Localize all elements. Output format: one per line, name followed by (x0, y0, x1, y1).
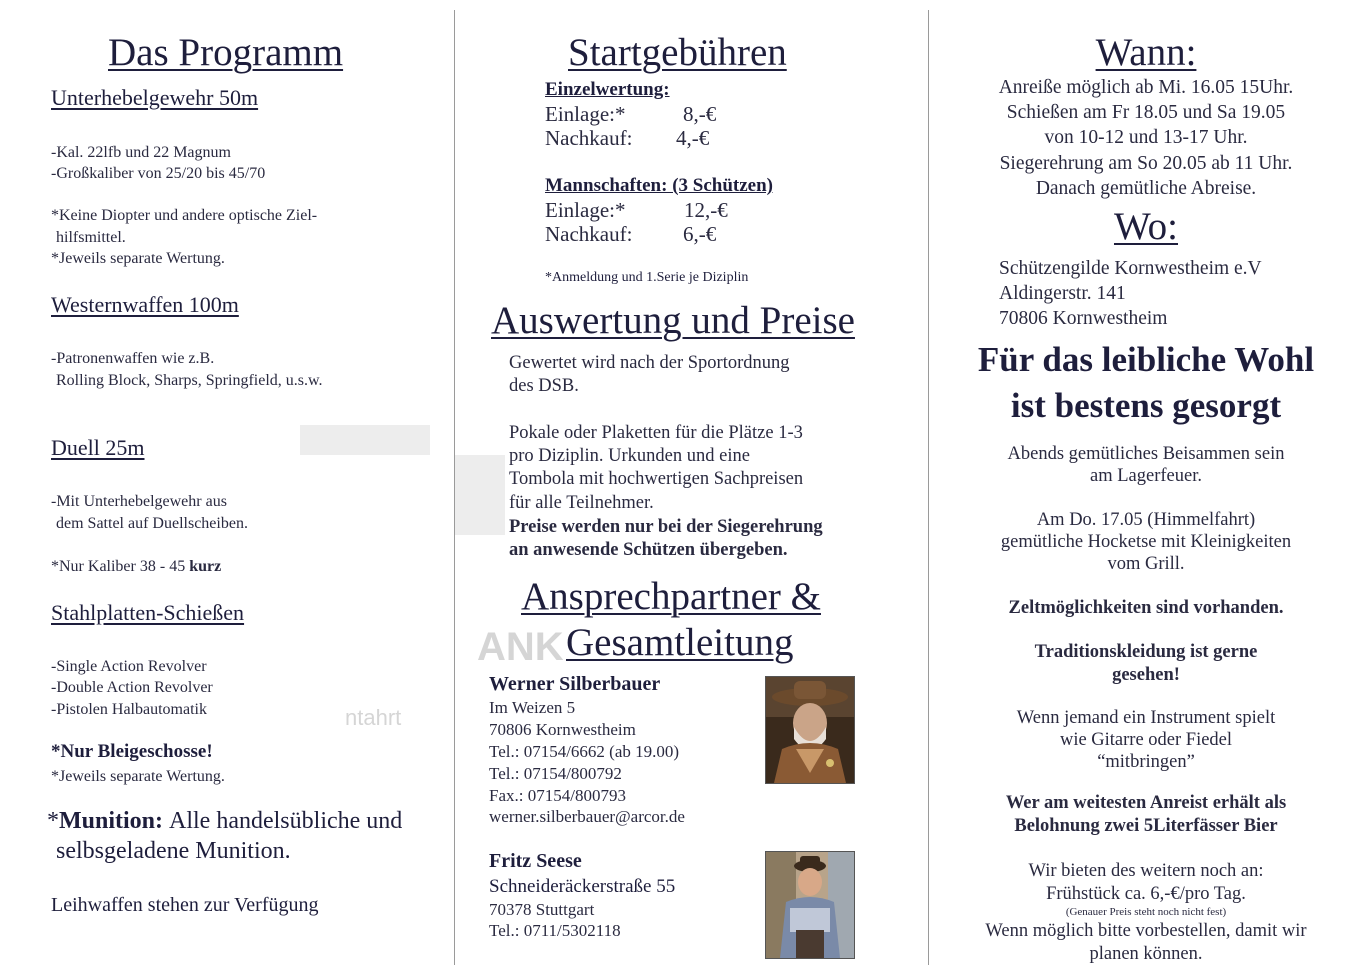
text-line: selbsgeladene Munition. (56, 838, 291, 864)
fee-value: 4,-€ (676, 126, 710, 150)
text-line: *Nur Kaliber 38 - 45 (51, 558, 190, 575)
text-line: dem Sattel auf Duellscheiben. (56, 515, 248, 532)
when-title: Wann: (1095, 31, 1197, 74)
ammunition-note (47, 808, 402, 835)
text-line: -Großkaliber von 25/20 bis 45/70 (51, 165, 266, 182)
text-line: -Mit Unterhebelgewehr aus (51, 493, 227, 510)
contact-title-line2: Gesamtleitung (566, 621, 794, 664)
text-line: “mitbringen” (1097, 752, 1195, 772)
text-line: Pokale oder Plaketten für die Plätze 1-3 (509, 423, 803, 443)
phone-number: Tel.: 07154/6662 (ab 19.00) (489, 742, 680, 761)
scoring-title: Auswertung und Preise (491, 299, 855, 342)
team-scoring-title: Mannschaften: (3 Schützen) (545, 175, 773, 196)
text-line: planen können. (1089, 944, 1203, 964)
bleed-through-text: ANK (477, 625, 564, 669)
fee-label: Einlage:* (545, 198, 626, 222)
price-footnote: (Genauer Preis steht noch nicht fest) (1065, 906, 1227, 918)
text-line: des DSB. (509, 376, 579, 396)
text-line: wie Gitarre oder Fiedel (1059, 730, 1233, 750)
text-line: Danach gemütliche Abreise. (1035, 178, 1257, 199)
text-line: vom Grill. (1107, 554, 1185, 574)
contact-name: Werner Silberbauer (489, 673, 661, 695)
contact-title-line1: Ansprechpartner & (521, 575, 821, 618)
food-title-line2: ist bestens gesorgt (1010, 386, 1282, 425)
section-title-lever-rifle: Unterhebelgewehr 50m (51, 85, 259, 110)
fee-value: 12,-€ (684, 198, 728, 222)
text-line: Rolling Block, Sharps, Springfield, u.s.w. (56, 372, 323, 389)
text-line: * (47, 808, 59, 834)
text-line: Tombola mit hochwertigen Sachpreisen (509, 469, 804, 489)
text-line: von 10-12 und 13-17 Uhr. (1044, 127, 1248, 148)
text-emphasis: kurz (189, 558, 222, 575)
text-line: *Jeweils separate Wertung. (51, 768, 225, 785)
text-line: Wenn möglich bitte vorbestellen, damit wir (985, 921, 1307, 941)
bleed-through-text: ntahrt (345, 705, 402, 730)
fee-value: 8,-€ (683, 102, 717, 126)
program-title: Das Programm (108, 31, 344, 74)
text-emphasis: gesehen! (1112, 665, 1180, 685)
text-emphasis: an anwesende Schützen übergeben. (509, 540, 788, 560)
text-line: 70806 Kornwestheim (489, 720, 636, 739)
text-line: *Jeweils separate Wertung. (51, 250, 225, 267)
text-line: Siegerehrung am So 20.05 ab 11 Uhr. (999, 153, 1293, 174)
text-emphasis: Munition: (59, 808, 170, 834)
text-emphasis: Wer am weitesten Anreist erhält als (1005, 793, 1287, 813)
person-photo-icon (765, 676, 855, 784)
food-title-line1: Für das leibliche Wohl (977, 340, 1315, 379)
text-line: Wenn jemand ein Instrument spielt (1016, 708, 1276, 728)
loan-weapons-note: Leihwaffen stehen zur Verfügung (51, 894, 319, 916)
fax-number: Fax.: 07154/800793 (489, 786, 626, 805)
text-emphasis: Preise werden nur bei der Siegerehrung (509, 517, 823, 537)
text-line: Aldingerstr. 141 (999, 283, 1126, 304)
text-line: Schneideräckerstraße 55 (489, 876, 676, 897)
fee-label: Nachkauf: (545, 222, 633, 246)
text-line: -Single Action Revolver (51, 658, 207, 675)
where-title: Wo: (1113, 205, 1179, 248)
fees-footnote: *Anmeldung und 1.Serie je Diziplin (545, 270, 749, 285)
text-line: -Pistolen Halbautomatik (51, 701, 207, 718)
text-emphasis: Zeltmöglichkeiten sind vorhanden. (1008, 598, 1284, 618)
fee-value: 6,-€ (683, 222, 717, 246)
text-line: Abends gemütliches Beisammen sein (1007, 444, 1285, 464)
text-line: hilfsmittel. (56, 229, 126, 246)
text-line: -Double Action Revolver (51, 679, 213, 696)
text-line: Gewertet wird nach der Sportordnung (509, 353, 790, 373)
bleed-through-box (300, 425, 430, 455)
single-scoring-title: Einzelwertung: (545, 79, 670, 100)
text-emphasis: Belohnung zwei 5Literfässer Bier (1014, 816, 1278, 836)
phone-number: Tel.: 0711/5302118 (489, 921, 621, 940)
section-title-duel: Duell 25m (51, 435, 145, 460)
text-line: für alle Teilnehmer. (509, 493, 654, 513)
bleed-through-box (455, 455, 505, 535)
fee-label: Einlage:* (545, 102, 626, 126)
text-line: Frühstück ca. 6,-€/pro Tag. (1046, 884, 1246, 904)
contact-name: Fritz Seese (489, 850, 582, 872)
text-line: gemütliche Hocketse mit Kleinigkeiten (1000, 532, 1292, 552)
lead-bullets-note: *Nur Bleigeschosse! (51, 741, 213, 762)
email-address: werner.silberbauer@arcor.de (489, 807, 685, 826)
phone-number: Tel.: 07154/800792 (489, 764, 622, 783)
text-line: Schützengilde Kornwestheim e.V (999, 258, 1262, 279)
text-line: Schießen am Fr 18.05 und Sa 19.05 (1006, 102, 1286, 123)
text-line: Alle handelsübliche und (169, 808, 403, 834)
column-program (0, 0, 453, 974)
text-line: Am Do. 17.05 (Himmelfahrt) (1036, 510, 1256, 530)
text-line: 70806 Kornwestheim (999, 308, 1168, 329)
text-emphasis: Traditionskleidung ist gerne (1034, 642, 1258, 662)
text-line: -Patronenwaffen wie z.B. (51, 350, 215, 367)
fee-label: Nachkauf: (545, 126, 633, 150)
text-line: Wir bieten des weitern noch an: (1028, 861, 1264, 881)
text-line: -Kal. 22lfb und 22 Magnum (51, 144, 231, 161)
text-line: pro Diziplin. Urkunden und eine (509, 446, 750, 466)
text-line: Im Weizen 5 (489, 698, 576, 717)
fees-title: Startgebühren (568, 31, 787, 74)
column-fees (455, 0, 927, 974)
text-line: Anreiße möglich ab Mi. 16.05 15Uhr. (998, 77, 1294, 98)
text-line: *Keine Diopter und andere optische Ziel- (51, 207, 318, 224)
section-title-western: Westernwaffen 100m (51, 292, 239, 317)
text-line: am Lagerfeuer. (1090, 466, 1202, 486)
caliber-note (51, 556, 221, 577)
text-line: 70378 Stuttgart (489, 900, 595, 919)
section-title-steel-plate: Stahlplatten-Schießen (51, 600, 245, 625)
column-info (929, 0, 1363, 974)
person-photo-icon (765, 851, 855, 959)
